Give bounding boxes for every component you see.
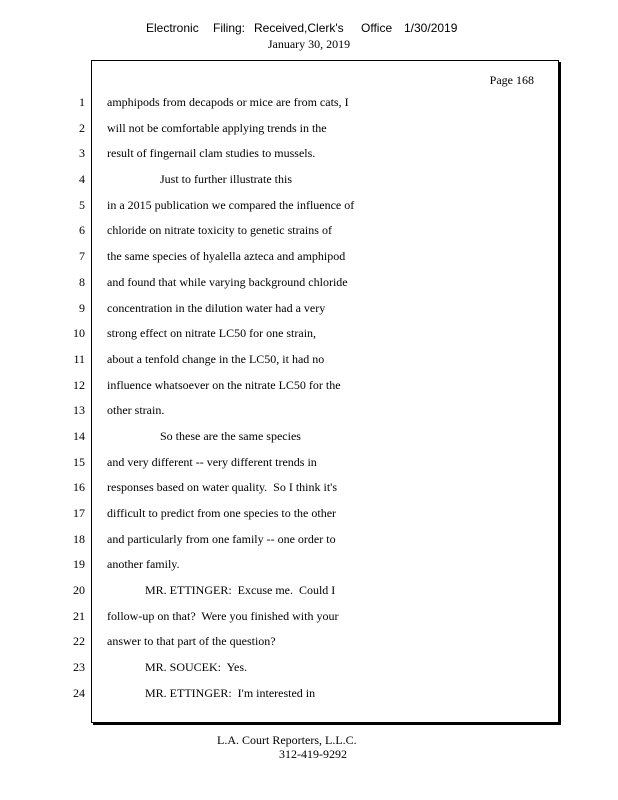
line-number-column (55, 95, 85, 712)
transcript-line: and particularly from one family -- one order to (107, 531, 336, 546)
line-number: 23 (73, 660, 85, 675)
transcript-line: So these are the same species (160, 428, 301, 443)
line-number: 11 (73, 351, 85, 366)
filing-stamp-word: Electronic (146, 21, 199, 35)
transcript-line: other strain. (107, 403, 165, 418)
transcript-line: another family. (107, 557, 180, 572)
line-number: 4 (79, 172, 85, 187)
transcript-line: answer to that part of the question? (107, 634, 276, 649)
line-number: 5 (79, 197, 85, 212)
footer-company: L.A. Court Reporters, L.L.C. (217, 733, 357, 747)
line-number: 9 (79, 300, 85, 315)
line-number: 13 (73, 403, 85, 418)
transcript-line: and found that while varying background chloride (107, 274, 348, 289)
transcript-line: will not be comfortable applying trends in the (107, 120, 327, 135)
transcript-line: MR. ETTINGER: I'm interested in (145, 685, 316, 700)
transcript-line: and very different -- very different trends in (107, 454, 317, 469)
transcript-line: about a tenfold change in the LC50, it had no (107, 351, 325, 366)
transcript-line: strong effect on nitrate LC50 for one strain, (107, 326, 317, 341)
line-number: 12 (73, 377, 85, 392)
filing-date: January 30, 2019 (267, 37, 351, 51)
line-number: 2 (79, 120, 85, 135)
transcript-line: in a 2015 publication we compared the influence of (107, 197, 355, 212)
line-number: 22 (73, 634, 85, 649)
footer-phone: 312-419-9292 (279, 747, 347, 761)
line-number: 10 (73, 326, 85, 341)
transcript-line: difficult to predict from one species to the other (107, 506, 337, 520)
transcript-line: the same species of hyalella azteca and amphipod (107, 249, 346, 264)
filing-stamp-word: 1/30/2019 (404, 21, 458, 35)
transcript-text (107, 95, 547, 712)
transcript-line: result of fingernail clam studies to mussels. (107, 146, 316, 161)
line-number: 17 (73, 506, 85, 520)
line-number: 6 (79, 223, 85, 238)
line-number: 24 (73, 685, 85, 700)
filing-stamp-word: Received,Clerk's (254, 21, 344, 35)
transcript-line: concentration in the dilution water had a very (107, 300, 326, 315)
transcript-line: follow-up on that? Were you finished with your (107, 608, 339, 623)
transcript-line: responses based on water quality. So I think it's (107, 480, 338, 495)
line-number: 8 (79, 274, 85, 289)
transcript-line: amphipods from decapods or mice are from cats, I (107, 95, 349, 109)
filing-stamp-word: Filing: (213, 21, 246, 35)
transcript-line: MR. SOUCEK: Yes. (145, 660, 248, 675)
line-number: 21 (73, 608, 85, 623)
line-number: 1 (79, 95, 85, 109)
line-number: 18 (73, 531, 85, 546)
line-number: 16 (73, 480, 85, 495)
line-number: 7 (79, 249, 85, 264)
line-number: 3 (79, 146, 85, 161)
line-number: 15 (73, 454, 85, 469)
line-number: 20 (73, 583, 85, 598)
transcript-line: Just to further illustrate this (160, 172, 292, 187)
line-number: 14 (73, 428, 85, 443)
transcript-line: chloride on nitrate toxicity to genetic strains of (107, 223, 332, 238)
filing-stamp (0, 21, 618, 37)
transcript-line: influence whatsoever on the nitrate LC50 for the (107, 377, 341, 392)
line-number: 19 (73, 557, 85, 572)
filing-stamp-word: Office (361, 21, 393, 35)
page-number: Page 168 (489, 73, 534, 87)
transcript-line: MR. ETTINGER: Excuse me. Could I (145, 583, 336, 598)
